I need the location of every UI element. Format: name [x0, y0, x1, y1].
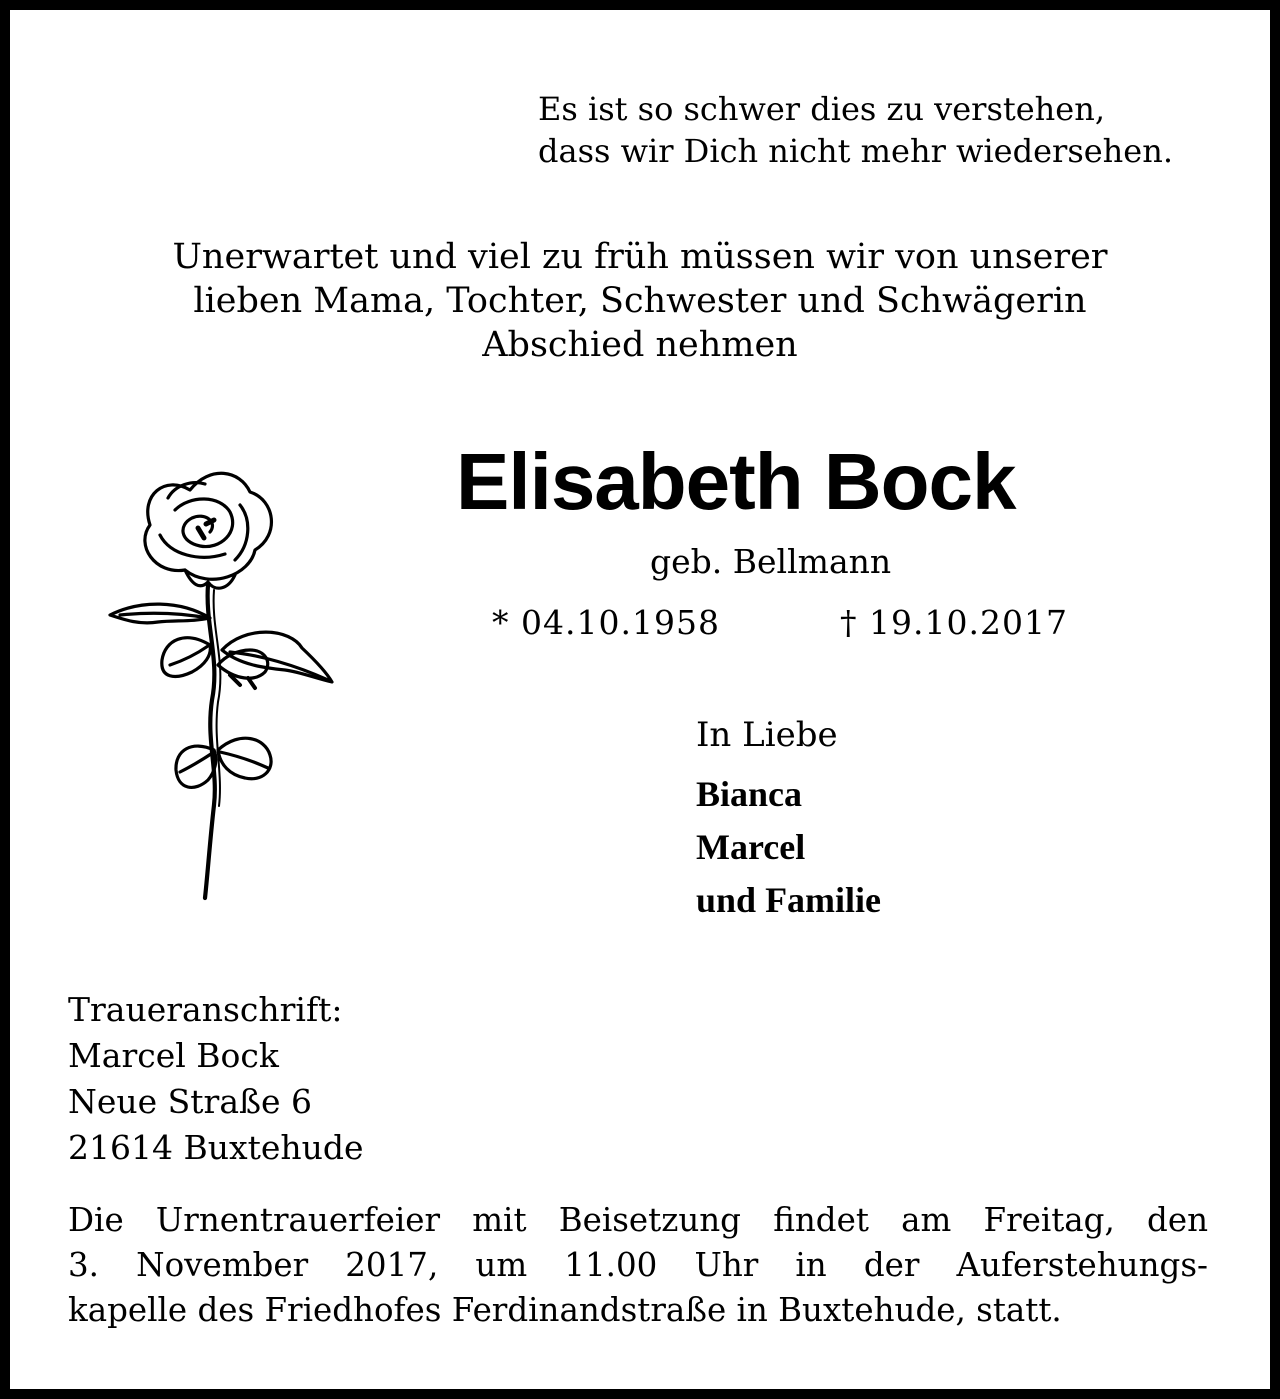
intro-line-2: lieben Mama, Tochter, Schwester und Schwägerin	[193, 281, 1087, 321]
address-name: Marcel Bock	[68, 1036, 279, 1075]
address-label: Traueranschrift:	[68, 990, 343, 1029]
intro-line-3: Abschied nehmen	[482, 325, 798, 365]
intro-text	[10, 235, 1270, 367]
mourner-name: Marcel	[696, 827, 806, 867]
ceremony-notice	[68, 1198, 1208, 1333]
birth-date: * 04.10.1958	[492, 603, 720, 642]
ceremony-line-3: kapelle des Friedhofes Ferdinandstraße in Buxtehude, statt.	[68, 1291, 1062, 1329]
ceremony-line-1: Die Urnentrauerfeier mit Beisetzung findet am Freitag, den	[68, 1201, 1208, 1239]
quote-line-2: dass wir Dich nicht mehr wiedersehen.	[538, 132, 1173, 170]
birth-name: geb. Bellmann	[650, 542, 892, 581]
mourning-address	[68, 987, 364, 1171]
signoff: In Liebe	[696, 715, 838, 755]
quote	[538, 88, 1173, 172]
ceremony-line-2: 3. November 2017, um 11.00 Uhr in der Auferstehungs-	[68, 1246, 1208, 1284]
address-city: 21614 Buxtehude	[68, 1128, 364, 1167]
intro-line-1: Unerwartet und viel zu früh müssen wir von unserer	[172, 237, 1108, 277]
death-date: † 19.10.2017	[840, 603, 1068, 642]
mourner-name: Bianca	[696, 774, 803, 814]
quote-line-1: Es ist so schwer dies zu verstehen,	[538, 90, 1105, 128]
mourner-name: und Familie	[696, 880, 882, 920]
deceased-name: Elisabeth Bock	[456, 437, 1016, 526]
rose-illustration-icon	[80, 450, 340, 910]
address-street: Neue Straße 6	[68, 1082, 313, 1121]
